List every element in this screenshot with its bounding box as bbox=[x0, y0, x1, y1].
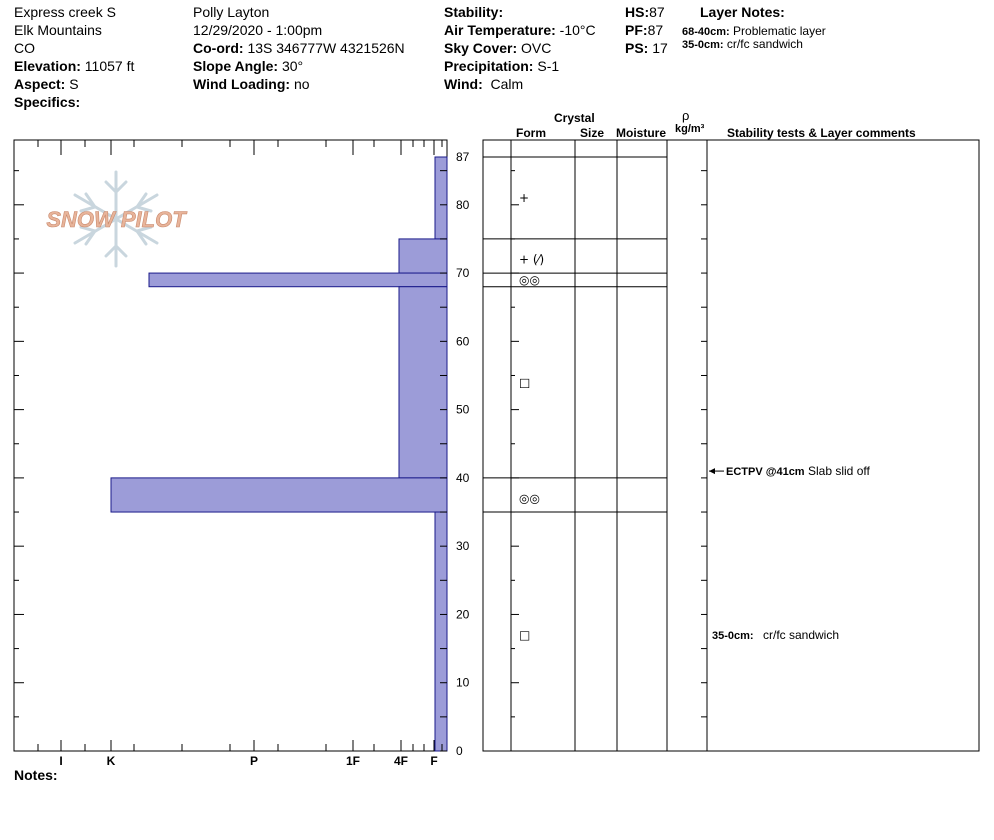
specifics-label: Specifics: bbox=[14, 94, 81, 110]
wind-value: Calm bbox=[490, 76, 524, 92]
sky-value: OVC bbox=[521, 40, 552, 56]
hardness-bar-1 bbox=[435, 157, 447, 239]
hardness-label-P: P bbox=[249, 754, 259, 768]
stability-tests bbox=[709, 464, 870, 642]
elevation-value: 11057 ft bbox=[84, 58, 135, 74]
observation-datetime: 12/29/2020 - 1:00pm bbox=[193, 22, 323, 38]
crystal-form-6: □ bbox=[519, 627, 531, 642]
sky-label: Sky Cover: bbox=[444, 40, 518, 56]
elevation-label: Elevation: bbox=[14, 58, 81, 74]
hardness-axis bbox=[38, 140, 442, 768]
location-name: Express creek S bbox=[14, 4, 116, 20]
layer-note-2-range: 35-0cm: bbox=[682, 39, 724, 51]
hardness-bar-6 bbox=[435, 512, 447, 751]
test-result-1: ECTPV @41cm bbox=[726, 466, 805, 479]
ps-value: 17 bbox=[652, 40, 668, 56]
depth-label-60: 60 bbox=[456, 334, 470, 349]
air-temp-value: -10°C bbox=[559, 22, 596, 38]
air-temp-label: Air Temperature: bbox=[444, 22, 556, 38]
hardness-bar-2 bbox=[399, 239, 447, 273]
wind-loading-value: no bbox=[293, 76, 310, 92]
layer-table-frame bbox=[483, 140, 979, 751]
hardness-bar-3 bbox=[149, 273, 447, 287]
moisture-header: Moisture bbox=[616, 126, 667, 140]
ps-label: PS: bbox=[625, 40, 649, 56]
depth-label-80: 80 bbox=[456, 197, 470, 212]
layer-note-1-text: Problematic layer bbox=[733, 24, 826, 38]
wind-loading-label: Wind Loading: bbox=[193, 76, 291, 92]
precip-label: Precipitation: bbox=[444, 58, 534, 74]
coord-value: 13S 346777W 4321526N bbox=[247, 40, 405, 56]
slope-label: Slope Angle: bbox=[193, 58, 279, 74]
density-unit-header: kg/m³ bbox=[675, 123, 705, 135]
layer-comment-text-1: cr/fc sandwich bbox=[763, 627, 840, 642]
aspect-label: Aspect: bbox=[14, 76, 66, 92]
crystal-header: Crystal bbox=[554, 111, 595, 125]
layer-comment-range-1: 35-0cm: bbox=[712, 629, 754, 642]
hardness-bars bbox=[111, 157, 447, 751]
snowpilot-logo bbox=[46, 172, 187, 266]
snowpilot-logo-text: SNOW PILOT bbox=[46, 207, 186, 232]
depth-label-10: 10 bbox=[456, 675, 470, 690]
crystal-form-3: ◎◎ bbox=[519, 272, 540, 287]
layer-notes-title: Layer Notes: bbox=[700, 4, 785, 20]
depth-label-87: 87 bbox=[456, 150, 470, 164]
aspect-value: S bbox=[69, 76, 79, 92]
observer-name: Polly Layton bbox=[193, 4, 270, 20]
crystal-forms bbox=[519, 191, 544, 642]
depth-label-30: 30 bbox=[456, 539, 470, 554]
crystal-form-2: + (⁄) bbox=[519, 252, 545, 267]
hardness-label-K: K bbox=[106, 754, 116, 768]
hardness-bar-4 bbox=[399, 287, 447, 478]
mountain-range: Elk Mountains bbox=[14, 22, 102, 38]
hardness-label-F: F bbox=[430, 754, 438, 768]
stability-comments-header: Stability tests & Layer comments bbox=[727, 126, 916, 140]
hardness-bar-5 bbox=[111, 478, 447, 512]
hardness-label-I: I bbox=[59, 754, 63, 768]
test-comment-1: Slab slid off bbox=[808, 464, 870, 479]
form-header: Form bbox=[516, 126, 546, 140]
layer-note-1-range: 68-40cm: bbox=[682, 26, 730, 38]
precip-value: S-1 bbox=[537, 58, 560, 74]
state: CO bbox=[14, 40, 35, 56]
stability-label: Stability: bbox=[444, 4, 504, 20]
depth-label-50: 50 bbox=[456, 402, 470, 417]
test-arrow-icon bbox=[709, 468, 715, 474]
notes-label: Notes: bbox=[14, 767, 58, 783]
depth-label-40: 40 bbox=[456, 470, 470, 485]
size-header: Size bbox=[580, 126, 605, 140]
crystal-form-1: + bbox=[519, 190, 530, 205]
hs-value: 87 bbox=[649, 4, 665, 20]
slope-value: 30° bbox=[281, 58, 304, 74]
coord-label: Co-ord: bbox=[193, 40, 244, 56]
depth-label-70: 70 bbox=[456, 266, 470, 281]
pf-label: PF: bbox=[625, 22, 648, 38]
crystal-form-5: ◎◎ bbox=[519, 491, 540, 506]
hs-label: HS: bbox=[625, 4, 650, 20]
depth-label-0: 0 bbox=[456, 744, 463, 758]
crystal-form-4: □ bbox=[519, 375, 531, 390]
wind-label: Wind: bbox=[444, 76, 483, 92]
hardness-label-4F: 4F bbox=[393, 754, 409, 768]
layer-note-2-text: cr/fc sandwich bbox=[726, 37, 803, 51]
hardness-label-1F: 1F bbox=[345, 754, 361, 768]
rho-header: ρ bbox=[682, 108, 690, 123]
pf-value: 87 bbox=[647, 22, 664, 38]
depth-axis bbox=[14, 150, 707, 758]
depth-label-20: 20 bbox=[456, 607, 470, 622]
